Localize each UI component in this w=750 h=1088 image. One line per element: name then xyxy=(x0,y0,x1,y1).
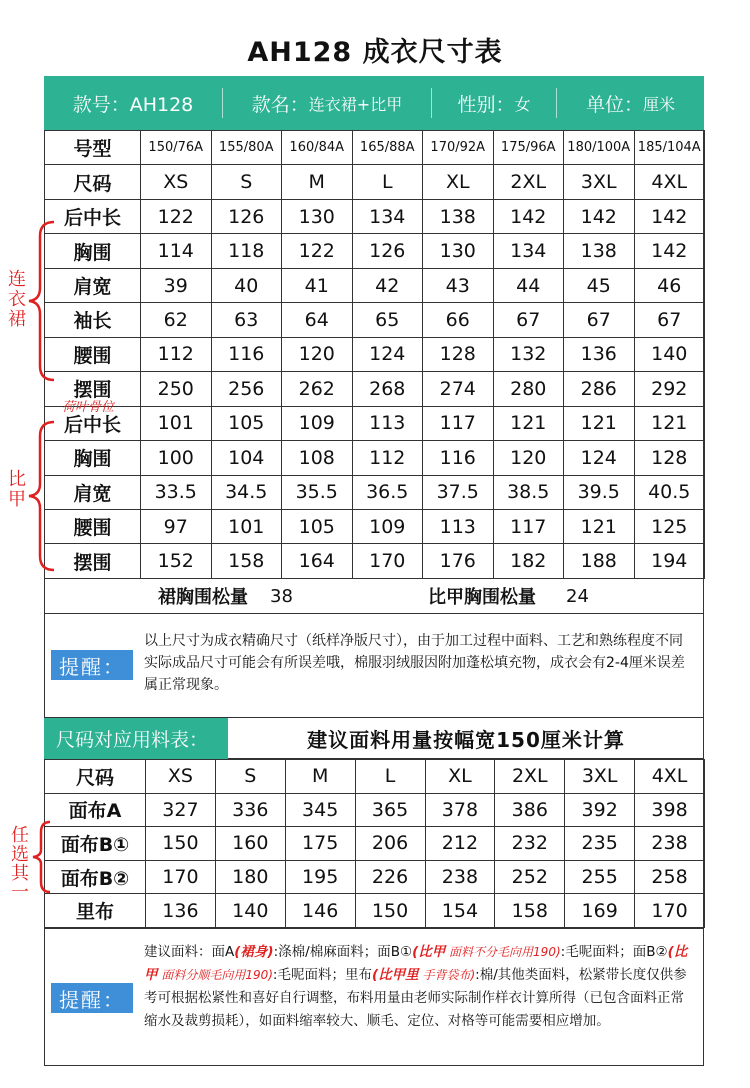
table-cell: 34.5 xyxy=(211,475,282,509)
table-cell: 255 xyxy=(565,860,635,894)
dress-looseness-value: 38 xyxy=(270,585,293,607)
table-cell: 150 xyxy=(355,894,425,928)
row-label: 后中长 xyxy=(45,199,141,233)
table-cell: S xyxy=(211,165,282,199)
table-cell: S xyxy=(215,760,285,794)
gender-label: 性别： xyxy=(457,93,515,116)
table-cell: 120 xyxy=(493,441,564,475)
table-cell: 226 xyxy=(355,860,425,894)
table-cell: 117 xyxy=(423,406,494,440)
table-cell: 38.5 xyxy=(493,475,564,509)
table-cell: 232 xyxy=(495,827,565,861)
dress-group-label: 连衣裙 xyxy=(8,269,26,330)
row-label: 里布 xyxy=(45,894,146,928)
table-cell: 40 xyxy=(211,268,282,302)
unit-value: 厘米 xyxy=(643,94,676,114)
row-label: 尺码 xyxy=(45,165,141,199)
table-cell: XS xyxy=(141,165,212,199)
table-cell: 36.5 xyxy=(352,475,423,509)
table-cell: 121 xyxy=(493,406,564,440)
row-label: 肩宽 xyxy=(45,268,141,302)
table-cell: L xyxy=(352,165,423,199)
table-cell: 392 xyxy=(565,793,635,827)
table-cell: 3XL xyxy=(565,760,635,794)
table-cell: 130 xyxy=(423,234,494,268)
table-cell: 63 xyxy=(211,303,282,337)
table-cell: 2XL xyxy=(493,165,564,199)
choose-one-label: 任选其一 xyxy=(11,825,29,903)
table-cell: 180 xyxy=(215,860,285,894)
table-cell: 40.5 xyxy=(634,475,705,509)
table-cell: 256 xyxy=(211,372,282,406)
table-cell: L xyxy=(355,760,425,794)
size-row xyxy=(45,165,705,199)
table-cell: 154 xyxy=(425,894,495,928)
table-cell: 2XL xyxy=(495,760,565,794)
row-label: 腰围 xyxy=(45,509,141,543)
table-cell: M xyxy=(282,165,353,199)
table-cell: 250 xyxy=(141,372,212,406)
table-cell: 155/80A xyxy=(211,131,282,165)
table-cell: 39 xyxy=(141,268,212,302)
table-cell: 105 xyxy=(211,406,282,440)
table-cell: 100 xyxy=(141,441,212,475)
fabric-reminder-section xyxy=(44,928,704,1066)
fabric-row xyxy=(45,793,705,827)
table-cell: 386 xyxy=(495,793,565,827)
table-cell: 128 xyxy=(634,441,705,475)
table-cell: 121 xyxy=(564,509,635,543)
table-cell: 238 xyxy=(635,827,705,861)
vest-row xyxy=(45,406,705,440)
table-cell: 112 xyxy=(352,441,423,475)
table-cell: 140 xyxy=(634,337,705,371)
table-cell: 44 xyxy=(493,268,564,302)
choose-one-brace xyxy=(30,820,52,894)
dress-row xyxy=(45,372,705,406)
vest-row xyxy=(45,509,705,543)
page-title: AH128 成衣尺寸表 xyxy=(247,37,503,68)
table-cell: 41 xyxy=(282,268,353,302)
table-cell: 170 xyxy=(352,544,423,579)
table-cell: 125 xyxy=(634,509,705,543)
table-cell: 122 xyxy=(141,199,212,233)
vest-row xyxy=(45,475,705,509)
table-cell: 165/88A xyxy=(352,131,423,165)
style-name xyxy=(223,76,431,130)
table-cell: 262 xyxy=(282,372,353,406)
table-cell: 152 xyxy=(141,544,212,579)
dress-row xyxy=(45,337,705,371)
fabric-row xyxy=(45,894,705,928)
table-cell: 112 xyxy=(141,337,212,371)
header-bar xyxy=(44,76,704,130)
table-cell: 206 xyxy=(355,827,425,861)
note-part: :毛呢面料；里布 xyxy=(272,967,372,983)
vest-row xyxy=(45,441,705,475)
note-part: :棉/其他类面料，松紧带长度仅供参考可根据松紧性和喜好自行调整，布料用量由老师实际制作样衣计算所得（已包含面料正常缩水及裁剪损耗），如面料缩率较大、顺毛、定位、对格等可能需要相应增加。 xyxy=(144,967,687,1029)
table-cell: 67 xyxy=(493,303,564,337)
table-cell: 142 xyxy=(634,234,705,268)
table-cell: 35.5 xyxy=(282,475,353,509)
vest-group-label: 比甲 xyxy=(8,469,26,510)
table-cell: 113 xyxy=(423,509,494,543)
table-cell: M xyxy=(285,760,355,794)
table-cell: 138 xyxy=(564,234,635,268)
row-label: 胸围 xyxy=(45,234,141,268)
row-label: 面布A xyxy=(45,793,146,827)
dress-row xyxy=(45,199,705,233)
table-cell: 116 xyxy=(423,441,494,475)
note-part: 建议面料：面A xyxy=(144,944,235,960)
table-cell: 136 xyxy=(564,337,635,371)
table-cell: 62 xyxy=(141,303,212,337)
table-cell: 142 xyxy=(634,199,705,233)
gender-value: 女 xyxy=(514,94,531,114)
model-row xyxy=(45,131,705,165)
table-cell: 365 xyxy=(355,793,425,827)
table-cell: 46 xyxy=(634,268,705,302)
table-cell: 160 xyxy=(215,827,285,861)
looseness-row xyxy=(44,579,704,613)
table-cell: 109 xyxy=(282,406,353,440)
table-cell: 128 xyxy=(423,337,494,371)
table-cell: 108 xyxy=(282,441,353,475)
table-cell: 109 xyxy=(352,509,423,543)
table-cell: 113 xyxy=(352,406,423,440)
table-cell: 121 xyxy=(634,406,705,440)
table-cell: 45 xyxy=(564,268,635,302)
table-cell: XS xyxy=(146,760,216,794)
table-cell: 169 xyxy=(565,894,635,928)
vest-brace xyxy=(26,420,56,572)
table-cell: 327 xyxy=(146,793,216,827)
table-cell: 274 xyxy=(423,372,494,406)
table-cell: 4XL xyxy=(635,760,705,794)
table-cell: 194 xyxy=(634,544,705,579)
table-cell: 67 xyxy=(634,303,705,337)
row-label: 胸围 xyxy=(45,441,141,475)
table-cell: 158 xyxy=(211,544,282,579)
table-cell: 124 xyxy=(352,337,423,371)
table-cell: 4XL xyxy=(634,165,705,199)
note-part-red: 面料不分毛向用190) xyxy=(445,945,561,959)
table-cell: 117 xyxy=(493,509,564,543)
table-cell: 146 xyxy=(285,894,355,928)
table-cell: 345 xyxy=(285,793,355,827)
table-cell: 142 xyxy=(493,199,564,233)
table-cell: 252 xyxy=(495,860,565,894)
table-cell: 39.5 xyxy=(564,475,635,509)
unit xyxy=(557,76,704,130)
note-part: :涤棉/棉麻面料；面B① xyxy=(273,944,413,960)
dress-looseness-label: 裙胸围松量 xyxy=(158,587,248,608)
table-cell: 134 xyxy=(352,199,423,233)
table-cell: 268 xyxy=(352,372,423,406)
table-cell: 43 xyxy=(423,268,494,302)
fabric-header xyxy=(44,717,704,759)
table-cell: 130 xyxy=(282,199,353,233)
row-label: 尺码 xyxy=(45,760,146,794)
fabric-title: 建议面料用量按幅宽150厘米计算 xyxy=(307,728,625,752)
vest-row xyxy=(45,544,705,579)
table-cell: 188 xyxy=(564,544,635,579)
table-cell: 126 xyxy=(352,234,423,268)
fabric-table xyxy=(44,759,705,928)
note-part-red: 手背袋布) xyxy=(418,968,476,982)
dress-row xyxy=(45,303,705,337)
table-cell: 212 xyxy=(425,827,495,861)
table-cell: 150 xyxy=(146,827,216,861)
table-cell: 126 xyxy=(211,199,282,233)
table-cell: 121 xyxy=(564,406,635,440)
row-label: 摆围 xyxy=(45,372,141,406)
table-cell: 175/96A xyxy=(493,131,564,165)
table-cell: 336 xyxy=(215,793,285,827)
size-chart-table xyxy=(44,130,705,579)
table-cell: 3XL xyxy=(564,165,635,199)
table-cell: 116 xyxy=(211,337,282,371)
dress-brace xyxy=(26,220,56,382)
table-cell: 176 xyxy=(423,544,494,579)
vest-looseness-value: 24 xyxy=(566,585,589,607)
dress-row xyxy=(45,268,705,302)
fabric-reminder-button: 提醒： xyxy=(51,983,133,1013)
table-cell: 105 xyxy=(282,509,353,543)
row-label: 肩宽 xyxy=(45,475,141,509)
table-cell: 160/84A xyxy=(282,131,353,165)
note-part-red: (比甲 xyxy=(412,944,446,960)
table-cell: XL xyxy=(423,165,494,199)
table-cell: 150/76A xyxy=(141,131,212,165)
table-cell: 101 xyxy=(211,509,282,543)
table-cell: 104 xyxy=(211,441,282,475)
table-cell: 170 xyxy=(635,894,705,928)
table-cell: 114 xyxy=(141,234,212,268)
table-cell: 180/100A xyxy=(564,131,635,165)
style-number: 款号：AH128 xyxy=(72,93,194,116)
table-cell: 101 xyxy=(141,406,212,440)
table-cell: 64 xyxy=(282,303,353,337)
table-cell: 378 xyxy=(425,793,495,827)
table-cell: 65 xyxy=(352,303,423,337)
table-cell: 185/104A xyxy=(634,131,705,165)
row-label: 腰围 xyxy=(45,337,141,371)
reminder-section xyxy=(44,613,704,717)
table-cell: 286 xyxy=(564,372,635,406)
note-part-red: (比甲 xyxy=(144,944,688,983)
table-cell: 195 xyxy=(285,860,355,894)
ruffle-note: 荷叶骨位 xyxy=(62,400,115,415)
table-cell: 42 xyxy=(352,268,423,302)
table-cell: 142 xyxy=(564,199,635,233)
table-cell: 170 xyxy=(146,860,216,894)
table-cell: 158 xyxy=(495,894,565,928)
table-cell: 235 xyxy=(565,827,635,861)
row-label: 面布B② xyxy=(45,860,146,894)
row-label: 摆围 xyxy=(45,544,141,579)
dress-row xyxy=(45,234,705,268)
note-part-red: 面料分顺毛向用190) xyxy=(157,968,273,982)
row-label: 号型 xyxy=(45,131,141,165)
table-cell: XL xyxy=(425,760,495,794)
unit-label: 单位： xyxy=(585,93,643,116)
style-name-label: 款名： xyxy=(251,93,309,116)
table-cell: 136 xyxy=(146,894,216,928)
row-label: 后中长 xyxy=(45,406,141,440)
table-cell: 138 xyxy=(423,199,494,233)
row-label: 面布B① xyxy=(45,827,146,861)
fabric-row xyxy=(45,827,705,861)
table-cell: 124 xyxy=(564,441,635,475)
table-cell: 292 xyxy=(634,372,705,406)
table-cell: 258 xyxy=(635,860,705,894)
table-cell: 182 xyxy=(493,544,564,579)
fabric-row xyxy=(45,860,705,894)
fabric-tag: 尺码对应用料表： xyxy=(44,718,228,759)
table-cell: 97 xyxy=(141,509,212,543)
table-cell: 140 xyxy=(215,894,285,928)
table-cell: 37.5 xyxy=(423,475,494,509)
table-cell: 398 xyxy=(635,793,705,827)
reminder-button: 提醒： xyxy=(51,650,133,680)
row-label: 袖长 xyxy=(45,303,141,337)
fabric-reminder-text xyxy=(144,941,696,1033)
table-cell: 134 xyxy=(493,234,564,268)
table-cell: 122 xyxy=(282,234,353,268)
note-part-red: (比甲里 xyxy=(371,967,419,983)
table-cell: 238 xyxy=(425,860,495,894)
note-part-red: (裙身) xyxy=(234,944,274,960)
reminder-text: 以上尺寸为成衣精确尺寸（纸样净版尺寸），由于加工过程中面料、工艺和熟练程度不同实际成品尺寸可能会有所误差哦，棉服羽绒服因附加蓬松填充物，成衣会有2-4厘米误差属正常现象。 xyxy=(144,633,685,693)
table-cell: 66 xyxy=(423,303,494,337)
table-cell: 280 xyxy=(493,372,564,406)
table-cell: 164 xyxy=(282,544,353,579)
vest-looseness-label: 比甲胸围松量 xyxy=(428,587,536,608)
style-name-value: 连衣裙+比甲 xyxy=(308,94,403,114)
table-cell: 132 xyxy=(493,337,564,371)
fabric-size-row xyxy=(45,760,705,794)
table-cell: 170/92A xyxy=(423,131,494,165)
gender xyxy=(432,76,556,130)
table-cell: 175 xyxy=(285,827,355,861)
table-cell: 118 xyxy=(211,234,282,268)
table-cell: 120 xyxy=(282,337,353,371)
table-cell: 67 xyxy=(564,303,635,337)
note-part: :毛呢面料；面B② xyxy=(560,944,668,960)
table-cell: 33.5 xyxy=(141,475,212,509)
